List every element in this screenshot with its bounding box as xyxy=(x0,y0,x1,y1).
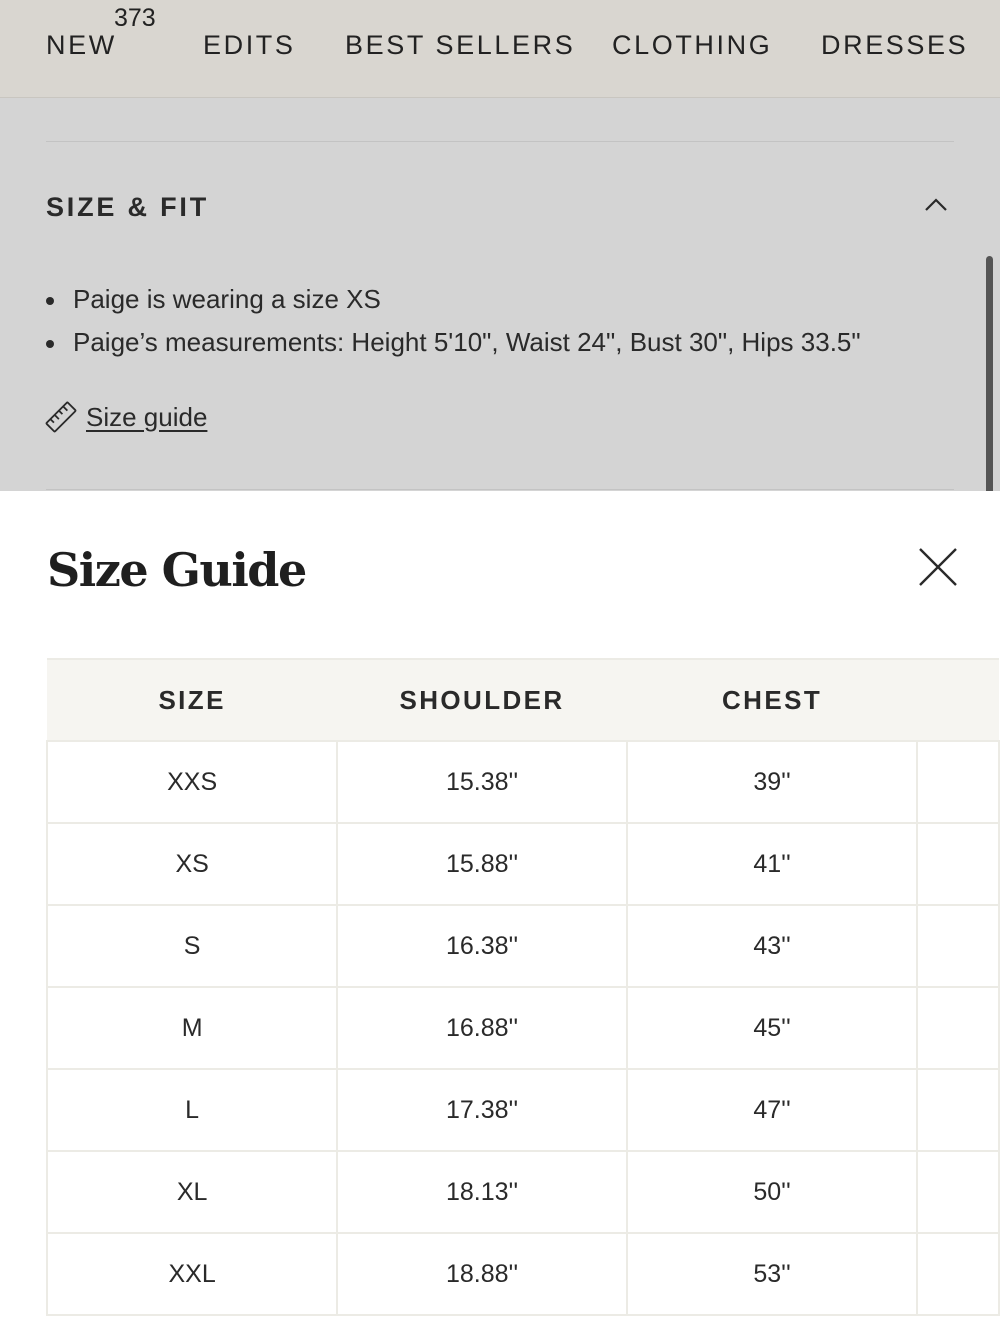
shoulder-cell: 17.38'' xyxy=(337,1069,627,1151)
nav-item-clothing[interactable]: CLOTHING xyxy=(612,30,773,60)
table-row xyxy=(47,741,999,823)
size-guide-link-label[interactable]: Size guide xyxy=(86,401,208,432)
shoulder-cell: 16.38'' xyxy=(337,905,627,987)
size-guide-table xyxy=(46,658,1000,1316)
size-cell: S xyxy=(47,905,337,987)
column-header-overflow xyxy=(917,659,999,741)
shoulder-cell: 16.88'' xyxy=(337,987,627,1069)
table-row xyxy=(47,1069,999,1151)
table-row xyxy=(47,905,999,987)
shoulder-cell: 18.13'' xyxy=(337,1151,627,1233)
overflow-cell xyxy=(917,823,999,905)
chest-cell: 53'' xyxy=(627,1233,917,1315)
overflow-cell xyxy=(917,987,999,1069)
shoulder-cell: 15.38'' xyxy=(337,741,627,823)
chest-cell: 50'' xyxy=(627,1151,917,1233)
size-cell: XXS xyxy=(47,741,337,823)
overflow-cell xyxy=(917,741,999,823)
size-fit-heading[interactable]: SIZE & FIT xyxy=(46,192,209,222)
column-header-size: SIZE xyxy=(47,659,337,741)
list-item: Paige’s measurements: Height 5'10", Waist 24", Bust 30", Hips 33.5" xyxy=(46,321,861,364)
divider xyxy=(46,489,954,490)
size-cell: M xyxy=(47,987,337,1069)
chevron-up-icon[interactable] xyxy=(922,194,950,216)
chest-cell: 45'' xyxy=(627,987,917,1069)
size-cell: XL xyxy=(47,1151,337,1233)
chest-cell: 39'' xyxy=(627,741,917,823)
table-header-row xyxy=(47,659,999,741)
table-row xyxy=(47,1233,999,1315)
new-count-badge: 373 xyxy=(114,4,156,32)
top-navigation xyxy=(0,0,1000,98)
chest-cell: 43'' xyxy=(627,905,917,987)
overflow-cell xyxy=(917,1151,999,1233)
chest-cell: 47'' xyxy=(627,1069,917,1151)
close-icon[interactable] xyxy=(916,545,960,589)
overflow-cell xyxy=(917,1069,999,1151)
nav-item-best-sellers[interactable]: BEST SELLERS xyxy=(345,30,576,60)
size-guide-link[interactable] xyxy=(44,400,207,434)
nav-item-new[interactable]: NEW xyxy=(46,30,117,60)
size-cell: L xyxy=(47,1069,337,1151)
divider xyxy=(46,141,954,142)
nav-item-dresses[interactable]: DRESSES xyxy=(821,30,969,60)
size-guide-modal xyxy=(0,491,1000,1333)
modal-title: Size Guide xyxy=(47,543,306,597)
column-header-chest: CHEST xyxy=(627,659,917,741)
overflow-cell xyxy=(917,1233,999,1315)
chest-cell: 41'' xyxy=(627,823,917,905)
shoulder-cell: 15.88'' xyxy=(337,823,627,905)
table-row xyxy=(47,987,999,1069)
size-cell: XXL xyxy=(47,1233,337,1315)
size-fit-section xyxy=(0,98,1000,491)
table-row xyxy=(47,823,999,905)
shoulder-cell: 18.88'' xyxy=(337,1233,627,1315)
nav-item-edits[interactable]: EDITS xyxy=(203,30,296,60)
size-fit-details xyxy=(46,278,861,364)
table-row xyxy=(47,1151,999,1233)
overflow-cell xyxy=(917,905,999,987)
list-item: Paige is wearing a size XS xyxy=(46,278,861,321)
ruler-icon xyxy=(44,400,78,434)
column-header-shoulder: SHOULDER xyxy=(337,659,627,741)
size-cell: XS xyxy=(47,823,337,905)
